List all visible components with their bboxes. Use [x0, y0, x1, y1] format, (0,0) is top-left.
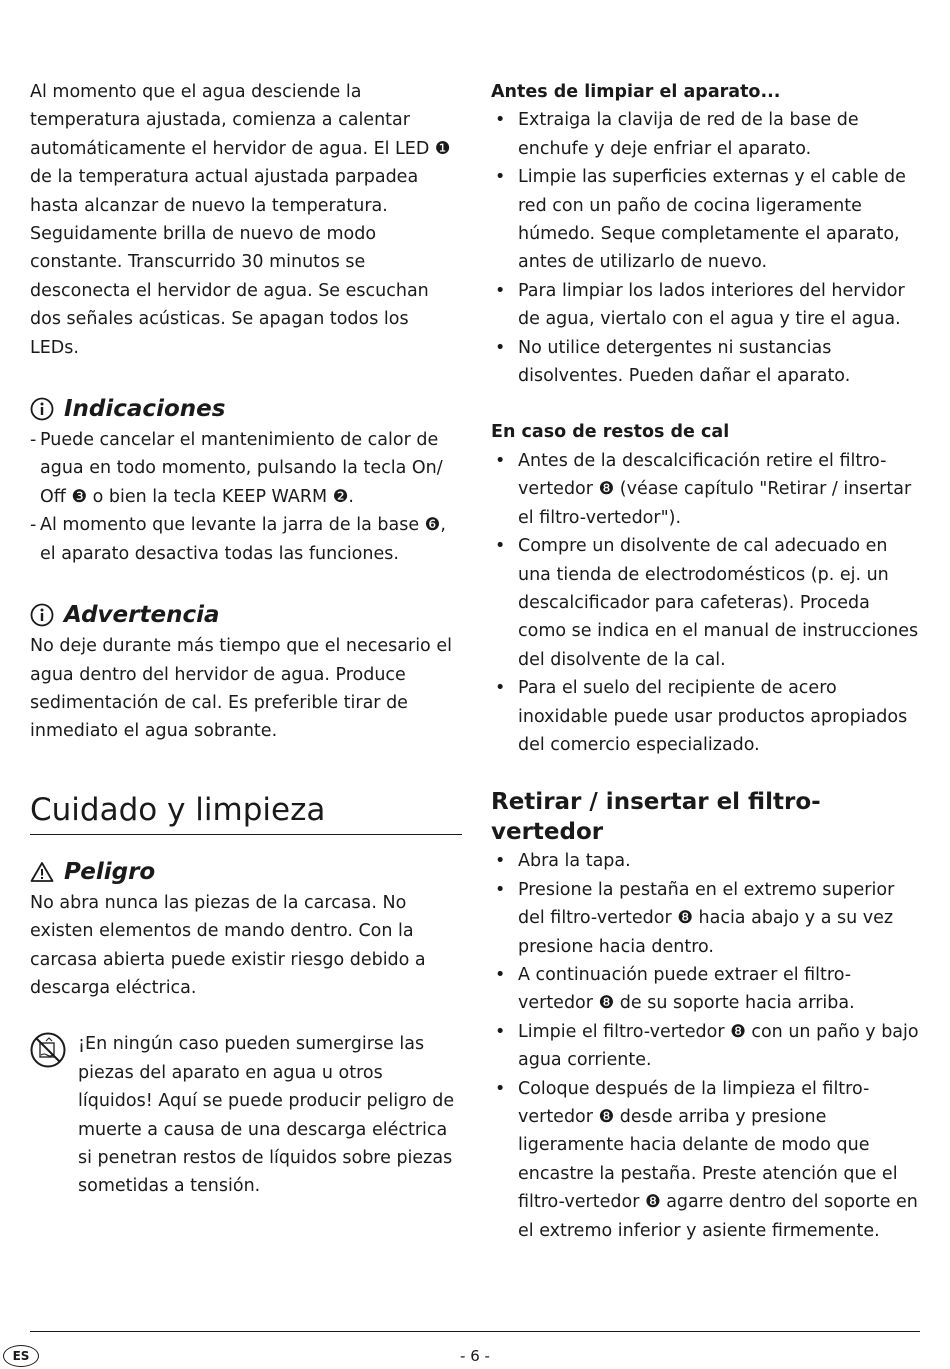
list-item: • Extraiga la clavija de red de la base de enchufe y deje enfriar el aparato. — [491, 106, 923, 163]
advertencia-heading — [30, 600, 462, 630]
cal-list — [491, 447, 923, 759]
left-column — [30, 78, 462, 1201]
filtro-heading: Retirar / insertar el filtro-vertedor — [491, 789, 821, 846]
peligro-text: No abra nunca las piezas de la carcasa. No existen elementos de mando dentro. Con la carcasa abierta puede existir riesgo debido a descarga eléctrica. — [30, 892, 426, 998]
immersion-warning — [30, 1030, 462, 1200]
no-immersion-icon — [30, 1030, 66, 1200]
indicaciones-list — [30, 426, 462, 568]
right-column — [491, 78, 923, 1245]
filtro-list — [491, 847, 923, 1245]
list-item: • Coloque después de la limpieza el filtro-vertedor ❽ desde arriba y presione ligeramente hacia delante de modo que encastre la pestaña. Preste atención que el filtro-vertedor ❽ agarre dentro del soporte en el extremo inferior y asiente firmemente. — [491, 1075, 923, 1245]
warning-triangle-icon — [30, 860, 54, 884]
list-item: • Compre un disolvente de cal adecuado en una tienda de electrodomésticos (p. ej. un descalcificador para cafeteras). Proceda como se indica en el manual de instrucciones del disolvente de la cal. — [491, 532, 923, 674]
peligro-title: Peligro — [64, 858, 156, 885]
advertencia-title: Advertencia — [64, 602, 220, 629]
list-item: • Presione la pestaña en el extremo superior del filtro-vertedor ❽ hacia abajo y a su vez presione hacia dentro. — [491, 876, 923, 961]
indicaciones-title: Indicaciones — [64, 396, 226, 423]
footer-divider — [30, 1331, 920, 1332]
list-item: • A continuación puede extraer el filtro-vertedor ❽ de su soporte hacia arriba. — [491, 961, 923, 1018]
list-item: • Limpie las superficies externas y el cable de red con un paño de cocina ligeramente húmedo. Seque completamente el aparato, antes de utilizarlo de nuevo. — [491, 163, 923, 277]
list-item: - Puede cancelar el mantenimiento de calor de agua en todo momento, pulsando la tecla On/ Off ❸ o bien la tecla KEEP WARM ❷. — [30, 426, 462, 511]
list-item: • Limpie el filtro-vertedor ❽ con un paño y bajo agua corriente. — [491, 1018, 923, 1075]
page-number: - 6 - — [460, 1347, 490, 1365]
advertencia-text: No deje durante más tiempo que el necesario el agua dentro del hervidor de agua. Produce sedimentación de cal. Es preferible tirar de inmediato el agua sobrante. — [30, 636, 452, 742]
indicaciones-heading — [30, 394, 462, 424]
cal-heading: En caso de restos de cal — [491, 422, 730, 443]
list-item: • Para el suelo del recipiente de acero inoxidable puede usar productos apropiados del comercio especializado. — [491, 674, 923, 759]
list-item: • Para limpiar los lados interiores del hervidor de agua, viertalo con el agua y tire el agua. — [491, 277, 923, 334]
language-badge: ES — [3, 1345, 39, 1367]
info-icon — [30, 603, 54, 627]
immersion-warning-text: ¡En ningún caso pueden sumergirse las piezas del aparato en agua u otros líquidos! Aquí se puede producir peligro de muerte a causa de una descarga eléctrica si penetran restos de líquidos sobre piezas sometidas a tensión. — [78, 1034, 455, 1197]
list-item: • Antes de la descalcificación retire el filtro-vertedor ❽ (véase capítulo "Retirar / insertar el filtro-vertedor"). — [491, 447, 923, 532]
section-title: Cuidado y limpieza — [30, 790, 462, 835]
antes-heading: Antes de limpiar el aparato... — [491, 82, 781, 102]
antes-list — [491, 106, 923, 390]
info-icon — [30, 397, 54, 421]
list-item: • No utilice detergentes ni sustancias disolventes. Pueden dañar el aparato. — [491, 334, 923, 391]
list-item: - Al momento que levante la jarra de la base ❻, el aparato desactiva todas las funciones. — [30, 511, 462, 568]
list-item: • Abra la tapa. — [491, 847, 923, 875]
peligro-heading — [30, 857, 462, 887]
intro-paragraph: Al momento que el agua desciende la temperatura ajustada, comienza a calentar automáticamente el hervidor de agua. El LED ❶ de la temperatura actual ajustada parpadea hasta alcanzar de nuevo la temperatura. Seguidamente brilla de nuevo de modo constante. Transcurrido 30 minutos se desconecta el hervidor de agua. Se escuchan dos señales acústicas. Se apagan todos los LEDs. — [30, 82, 451, 358]
